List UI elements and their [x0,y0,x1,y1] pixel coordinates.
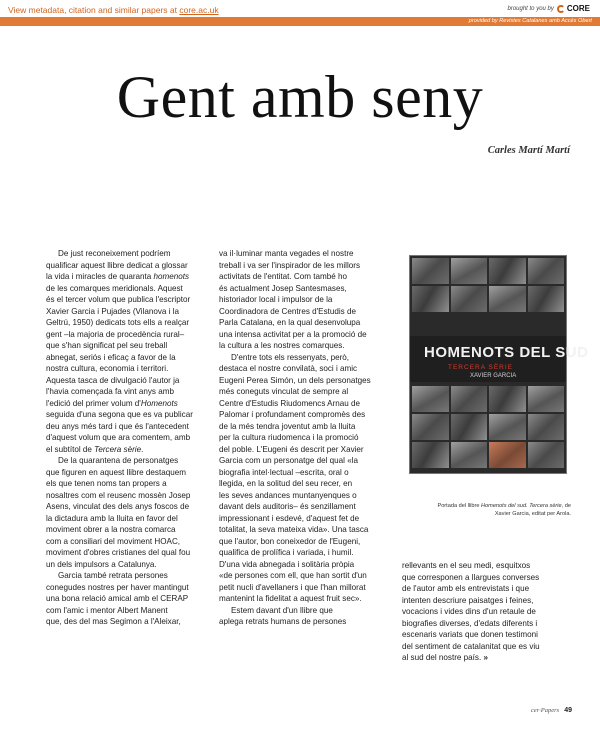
paragraph-line: per la cultura riudomenca i la promoció [219,433,359,442]
text-column-2 [219,248,384,628]
end-of-article-mark: » [483,653,488,662]
paragraph-line: historiador local i impulsor de la [219,295,333,304]
paragraph-line: «de persones com ell, que han sortit d'un [219,571,367,580]
paragraph-line: De just reconeixement podríem [58,249,171,258]
core-link[interactable]: core.ac.uk [179,5,219,15]
text-column-1 [46,248,210,628]
paragraph-line: seguida d'una segona que es va publicar [46,410,193,419]
paragraph-line: gent –la majoria de procedència rural– [46,329,185,339]
portrait [489,286,526,312]
paragraph-line: Aquesta tasca de divulgació l'autor ja [46,375,180,385]
text-column-3 [402,560,570,664]
portrait [528,442,565,468]
paragraph-line: que l'autor, bon coneixedor de l'Eugeni, [219,536,361,546]
paragraph-line: Geltrú, 1950) dedicats tots ells a realçar [46,318,190,327]
paragraph-line: un dels impulsors a Catalunya. [46,559,157,569]
brought-by [508,4,591,13]
paragraph-line: abnegat, seriós i eficaç a favor de la [46,352,176,362]
paragraph-line: d'aquest volum que ara comentem, amb [46,433,191,442]
cover-title: HOMENOTS DEL SUD [424,344,589,361]
paragraph-line: D'entre tots els ressenyats, però, [231,352,350,362]
paragraph-line: Garcia també retrata persones [58,571,168,580]
paragraph-line: intenten descriure paisatges i feines, [402,595,534,605]
portrait [528,286,565,312]
paragraph-line: és actualment Josep Santesmases, [219,283,347,293]
core-logo[interactable] [557,4,590,13]
paragraph-line: deu anys més tard i que és l'antecedent [46,421,189,431]
portrait [528,386,565,412]
article-author: Carles Martí Martí [487,145,570,156]
paragraph-line: De la quarantena de personatges [58,456,179,465]
paragraph-line: Coordinadora de Centres d'Estudis de [219,306,356,316]
paragraph-line: conegudes nostres per haver mantingut [46,582,189,592]
paragraph-line: de la més tendra joventut amb la lluita [219,421,356,431]
paragraph-line: l'havia començada fa vint anys amb [46,387,174,396]
paragraph-line: la cultura a les nostres comarques. [219,341,345,350]
portrait [412,258,449,284]
page-number: 49 [564,707,572,714]
paragraph-line: Eugeni Perea Simón, un dels personatges [219,375,371,385]
paragraph-line: del sentiment de catalanitat que es viu [402,641,540,651]
paragraph-line: aplega retrats humans de persones [219,617,347,626]
paragraph-line: que figuren en aquest llibre destaquem [46,467,186,477]
paragraph-line: biografia intel·lectual –escrita, oral o [219,467,349,477]
paragraph-line: qualifica de prolífica i variada, i humil. [219,548,354,557]
metadata-prefix: View metadata, citation and similar papers at [8,5,180,15]
portrait [489,386,526,412]
paragraph-line: com l'amic i mentor Albert Manent [46,605,168,615]
cover-portrait-grid-top [410,256,566,314]
portrait [489,414,526,440]
page-footer [531,707,572,714]
portrait [489,258,526,284]
paragraph-line: impressionant i esdevé, d'aquest fet de [219,513,360,523]
paragraph-line: Xavier Garcia i Pujades (Vilanova i la [46,306,180,316]
paragraph-line: el subtítol de Tercera sèrie. [46,444,144,454]
paragraph-line: treball i va ser l'inspirador de les millors [219,260,360,270]
provided-by-bar [0,17,600,26]
paragraph-line: les seves andances muntanyenques o [219,490,357,500]
book-cover-image [409,255,589,474]
portrait [451,442,488,468]
core-header [0,0,600,28]
paragraph-line: destaca el nostre convilatà, soci i amic [219,364,358,373]
cover-author: XAVIER GARCIA [470,373,517,379]
paragraph-line: els que tenen noms tan propers a [46,479,167,488]
paragraph-line [402,652,570,664]
paragraph-line: una bona relació amical amb el CERAP [46,594,189,603]
cover-portrait-grid-bottom [410,384,566,470]
cover-series: TERCERA SÈRIE [448,364,514,371]
paragraph-line: de les comarques meridionals. Aquest [46,283,183,293]
paragraph-line: una intensa activitat per a la promoció de [219,329,367,339]
paragraph-line: totalitat, la seva mateixa vida». Una tasca [219,525,369,534]
paragraph-line: nosaltres com el reusenc mossèn Josep [46,490,191,500]
paragraph-line: llegida, en la solitud del seu recer, en [219,479,353,488]
portrait [451,386,488,412]
portrait [412,414,449,440]
portrait [451,286,488,312]
article-title: Gent amb seny [116,64,484,130]
portrait [528,414,565,440]
paragraph-line: Asens, vinculat des dels anys foscos de [46,502,190,511]
paragraph-line: escenaris variats que donen testimoni [402,630,538,639]
caption-line: Xavier Garcia, editat per Arola. [494,510,571,517]
portrait [412,442,449,468]
core-label: CORE [566,4,590,13]
provided-by-text: provided by Revistes Catalanes amb Accés Obert [468,18,592,24]
paragraph-line: va il·luminar manta vegades el nostre [219,249,354,258]
paragraph-line: D'una vida abnegada i solitària pròpia [219,559,355,569]
paragraph-line: Garcia com un personatge del qual «la [219,456,359,465]
paragraph-line: que, des del mas Segimon a l'Aleixar, [46,617,181,626]
paragraph-line: Parla Catalana, en la qual desenvolupa [219,318,361,327]
paragraph-line: l'edició del primer volum d'Homenots [46,398,178,408]
paragraph-line: més coneguts vinculat de sempre al [219,387,349,396]
portrait [412,286,449,312]
paragraph-line: moviment d'obres cristianes del qual fou [46,548,191,557]
paragraph-line: biografies diverses, d'edats diferents i [402,618,538,628]
brought-by-text: brought to you by [507,5,554,12]
paragraph-line: vocacions i vides dins d'un retaule de [402,607,536,616]
paragraph-line: nostra cultura, economia i territori. [46,364,169,373]
paragraph-line: activitats de l'entitat. Com també ho [219,272,347,281]
core-logo-icon [557,5,565,13]
paragraph-line: que corresponen a llargues converses [402,572,540,582]
paragraph-line: com a consiliari del moviment HOAC, [46,536,181,546]
paragraph-line: Estem davant d'un llibre que [231,605,333,615]
journal-name: cer·Papers [530,707,560,714]
portrait [489,442,526,468]
paragraph-line: qualificar aquest llibre dedicat a glossar [46,260,188,270]
paragraph-line: de l'autor amb els entrevistats i que [402,584,530,593]
paragraph-line: moviment obrer a la nostra comarca [46,525,176,534]
paragraph-line: davant dels auditoris– és senzillament [219,502,356,511]
caption-line: Portada del llibre Homenots del sud. Tercera sèrie, de [437,503,571,509]
paragraph-text: al sud del nostre país. [402,653,482,662]
paragraph-line: petit nucli d'avellaners i que l'han millorat [219,582,366,592]
portrait [451,258,488,284]
paragraph-line: del poble. L'Eugeni és descrit per Xavier [219,444,364,454]
metadata-link[interactable] [8,5,219,15]
portrait [412,386,449,412]
paragraph-line: la vida i miracles de quaranta homenots [46,272,190,281]
paragraph-line: Centre d'Estudis Riudomencs Arnau de [219,398,361,408]
paragraph-line: rellevants en el seu medi, esquitxos [402,561,531,570]
figure-caption [405,503,571,518]
paragraph-line: la dictadura amb la lluita en favor del [46,513,178,523]
paragraph-line: Palomar i profundament compromès des [219,410,366,419]
paragraph-line: és el tercer volum que publica l'escriptor [46,295,191,304]
paragraph-line: mantenint la fidelitat a aquest fruit sec». [219,594,362,603]
portrait [528,258,565,284]
portrait [451,414,488,440]
paragraph-line: que s'han significat pel seu treball [46,341,168,350]
